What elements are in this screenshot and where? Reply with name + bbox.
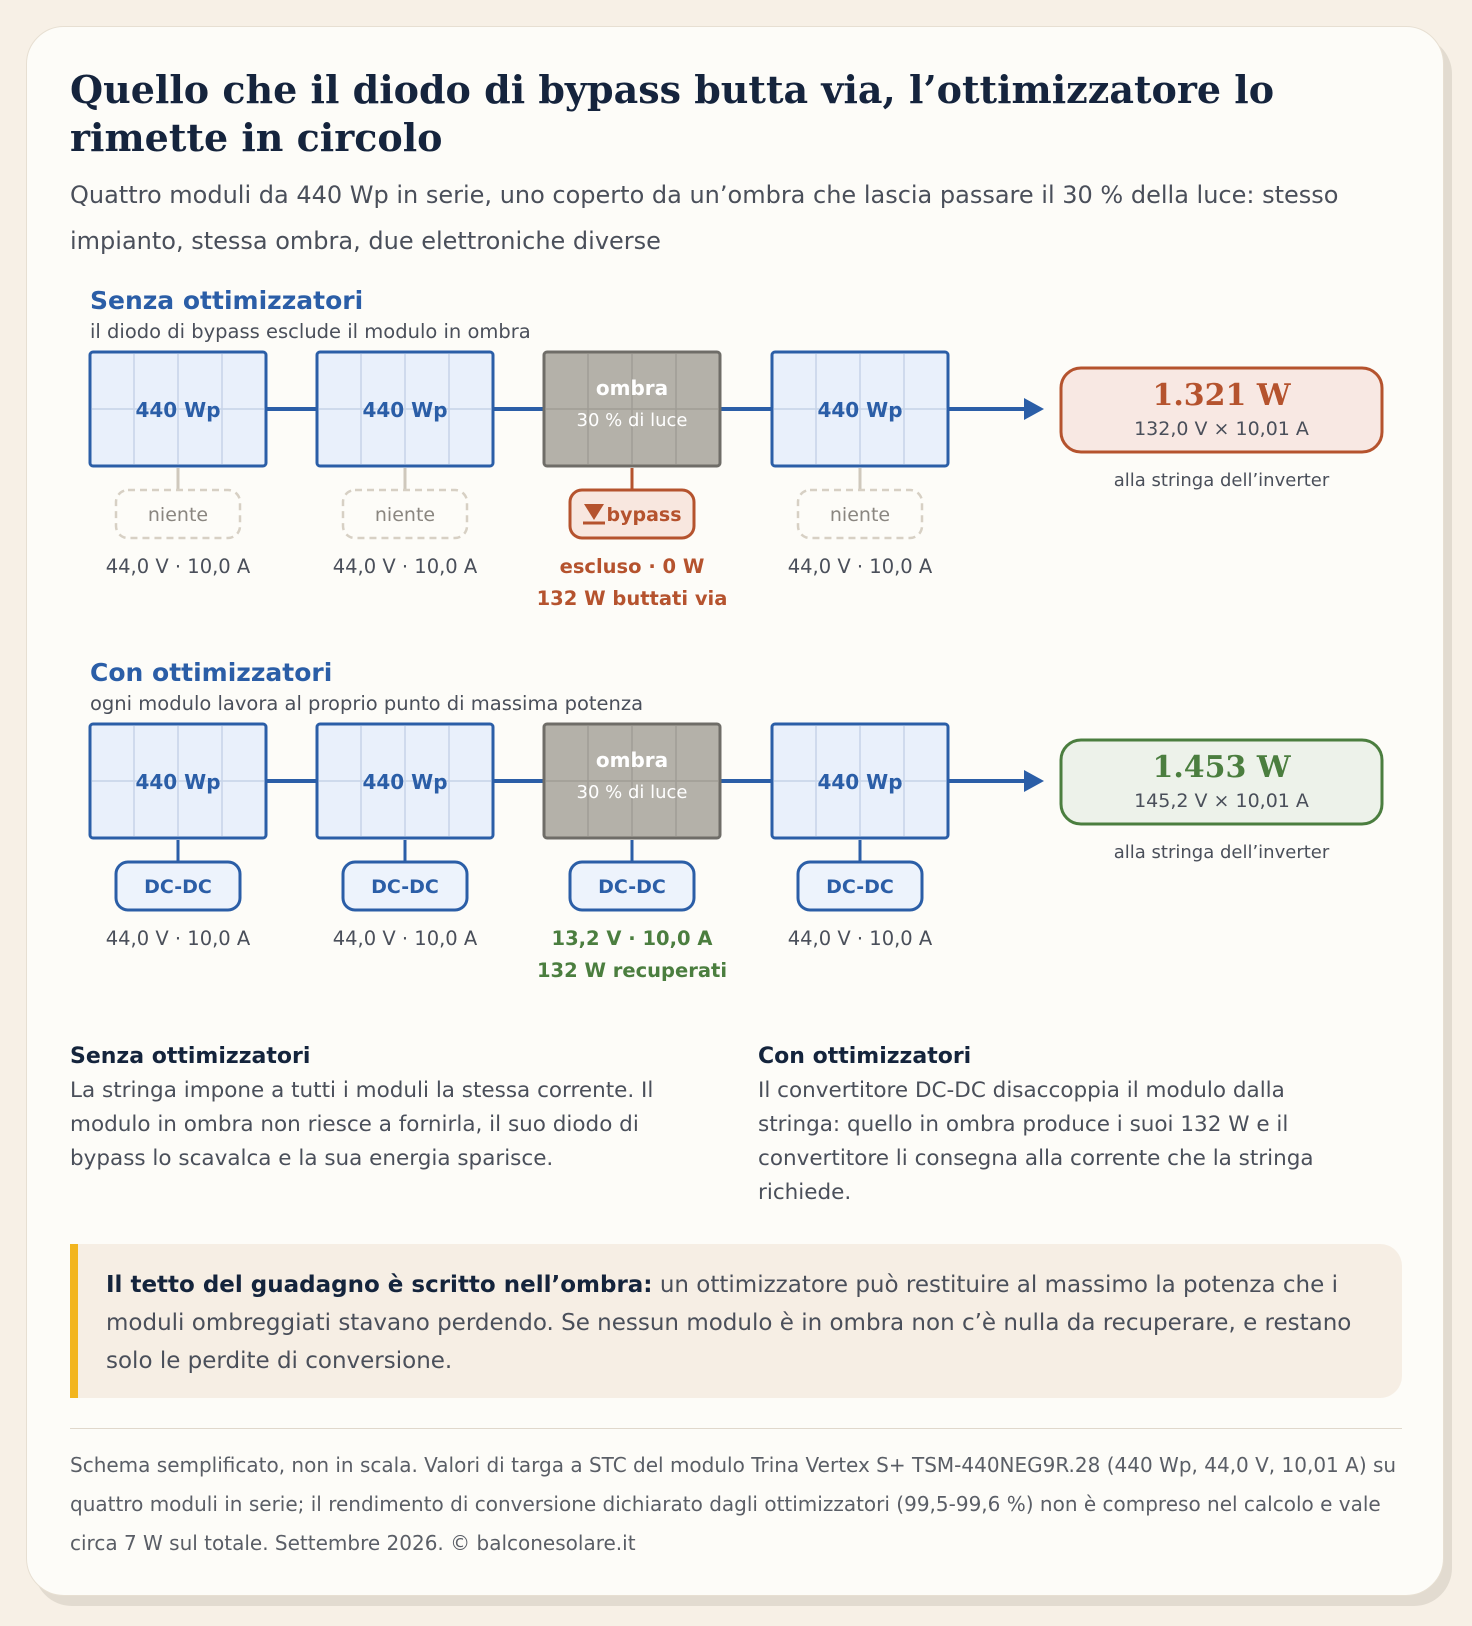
module-4 (772, 724, 948, 950)
module-label: 440 Wp (817, 770, 903, 794)
device-label: niente (374, 504, 436, 526)
module-sublabel: 30 % di luce (576, 782, 688, 803)
module-reading: 44,0 V · 10,0 A (787, 927, 933, 950)
module-reading: 44,0 V · 10,0 A (332, 555, 478, 578)
arrow-icon (1024, 398, 1044, 420)
module-2 (317, 352, 493, 578)
module-label: ombra (595, 376, 669, 400)
section-title: Con ottimizzatori (90, 658, 333, 687)
module-reading: 44,0 V · 10,0 A (105, 927, 251, 950)
module-label: 440 Wp (817, 398, 903, 422)
page-title: Quello che il diodo di bypass butta via, l’ottimizzatore lo rimette in circolo (70, 67, 1275, 160)
module-reading: 44,0 V · 10,0 A (105, 555, 251, 578)
device-label: DC-DC (371, 876, 439, 898)
result-box (1061, 740, 1382, 863)
module-3 (537, 352, 728, 610)
explanation-text-with: Il convertitore DC-DC disaccoppia il modulo dalla stringa: quello in ombra produce i suoi 132 W e il convertitore li consegna alla corrente che la stringa richiede. (758, 1078, 1314, 1205)
result-caption: alla stringa dell’inverter (1113, 842, 1330, 863)
divider (70, 1428, 1402, 1429)
module-reading: 13,2 V · 10,0 A (551, 927, 713, 950)
device-label: DC-DC (144, 876, 212, 898)
module-label: 440 Wp (362, 770, 448, 794)
section-subtitle: il diodo di bypass esclude il modulo in ombra (90, 320, 531, 343)
module-reading: 44,0 V · 10,0 A (332, 927, 478, 950)
result-detail: 132,0 V × 10,01 A (1134, 418, 1309, 440)
callout-lead: Il tetto del guadagno è scritto nell’ombra: (106, 1272, 653, 1298)
footnote: Schema semplificato, non in scala. Valori di targa a STC del modulo Trina Vertex S+ TSM-440NEG9R.28 (440 Wp, 44,0 V, 10,01 A) su quattro moduli in serie; il rendimento di conversione dichiarato dagli ottimizzatori (99,5-99,6 %) non è compreso nel calcolo e vale circa 7 W sul totale. Settembre 2026. © balconesolare.it (70, 1453, 1397, 1555)
result-power: 1.321 W (1152, 378, 1291, 413)
result-box (1061, 368, 1382, 491)
section-without-optimizers (90, 286, 1382, 610)
result-power: 1.453 W (1152, 750, 1291, 785)
device-label: DC-DC (826, 876, 894, 898)
arrow-icon (1024, 770, 1044, 792)
device-label: bypass (606, 504, 682, 526)
device-label: niente (829, 504, 891, 526)
callout-box (70, 1244, 1402, 1398)
explanation-title-without: Senza ottimizzatori (70, 1044, 311, 1069)
module-label: 440 Wp (135, 770, 221, 794)
module-label: 440 Wp (362, 398, 448, 422)
module-3 (537, 724, 727, 982)
module-sublabel: 30 % di luce (576, 410, 688, 431)
device-label: DC-DC (598, 876, 666, 898)
page-subtitle: Quattro moduli da 440 Wp in serie, uno coperto da un’ombra che lascia passare il 30 % della luce: stesso impianto, stessa ombra, due elettroniche diverse (70, 181, 1339, 255)
result-caption: alla stringa dell’inverter (1113, 470, 1330, 491)
module-4 (772, 352, 948, 578)
module-2 (317, 724, 493, 950)
module-note: 132 W recuperati (536, 959, 728, 982)
module-note: 132 W buttati via (536, 587, 728, 610)
module-label: ombra (595, 748, 669, 772)
device-label: niente (147, 504, 209, 526)
module-1 (90, 352, 266, 578)
section-title: Senza ottimizzatori (90, 286, 364, 315)
module-reading: escluso · 0 W (559, 555, 705, 578)
module-reading: 44,0 V · 10,0 A (787, 555, 933, 578)
module-label: 440 Wp (135, 398, 221, 422)
callout-text: un ottimizzatore può restituire al massimo la potenza che i moduli ombreggiati stavano perdendo. Se nessun modulo è in ombra non c’è nulla da recuperare, e restano solo le perdite di conversione. (106, 1272, 1352, 1374)
section-with-optimizers (90, 658, 1382, 982)
result-detail: 145,2 V × 10,01 A (1134, 790, 1309, 812)
explanation-text-without: La stringa impone a tutti i moduli la stessa corrente. Il modulo in ombra non riesce a fornirla, il suo diodo di bypass lo scavalca e la sua energia sparisce. (70, 1078, 654, 1171)
module-1 (90, 724, 266, 950)
explanation-title-with: Con ottimizzatori (758, 1044, 972, 1069)
section-subtitle: ogni modulo lavora al proprio punto di massima potenza (90, 692, 644, 715)
